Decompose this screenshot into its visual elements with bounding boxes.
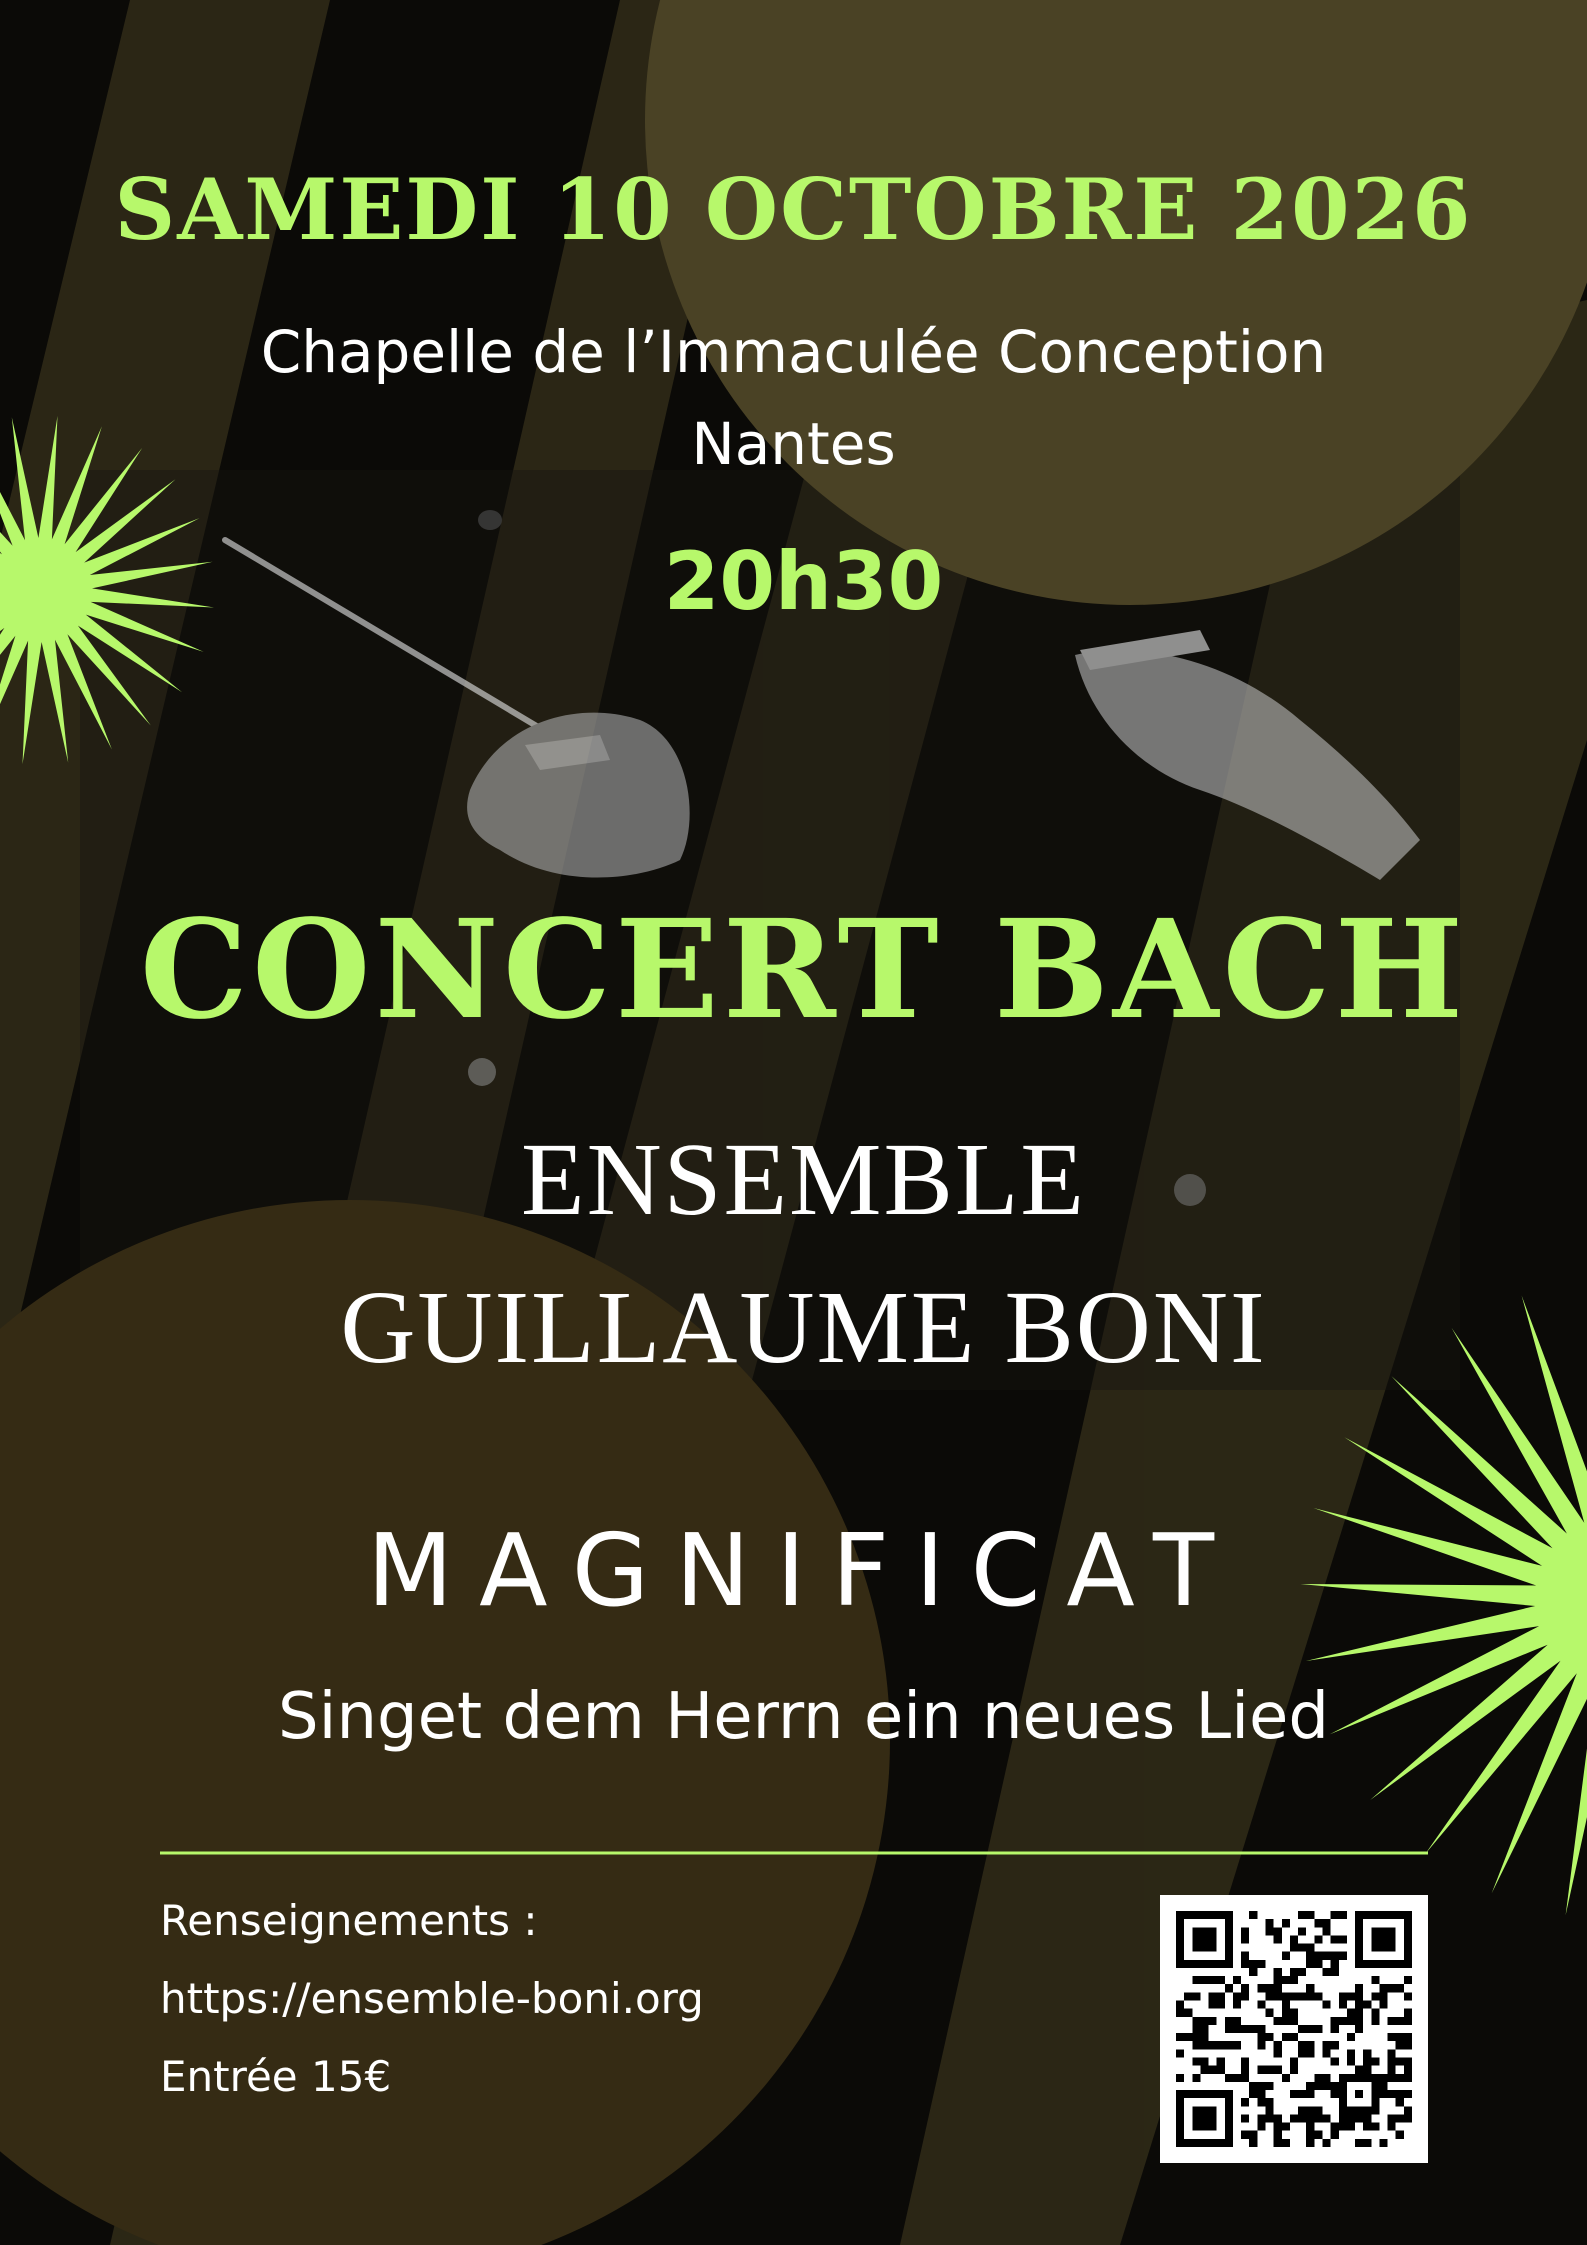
work-subtitle: Singet dem Herrn ein neues Lied — [278, 1680, 1329, 1754]
ensemble-label: ENSEMBLE — [521, 1122, 1086, 1237]
qr-code[interactable] — [1160, 1895, 1428, 2163]
venue-name: Chapelle de l’Immaculée Conception — [260, 318, 1327, 386]
info-label: Renseignements : — [160, 1896, 538, 1945]
ticket-price: Entrée 15€ — [160, 2052, 392, 2101]
info-url[interactable]: https://ensemble-boni.org — [160, 1974, 704, 2023]
ensemble-name: GUILLAUME BONI — [340, 1270, 1267, 1385]
event-date: SAMEDI 10 OCTOBRE 2026 — [114, 160, 1473, 259]
venue-city: Nantes — [691, 410, 896, 478]
concert-title: CONCERT BACH — [139, 890, 1468, 1050]
work-title: MAGNIFICAT — [366, 1512, 1241, 1629]
event-time: 20h30 — [663, 535, 944, 628]
